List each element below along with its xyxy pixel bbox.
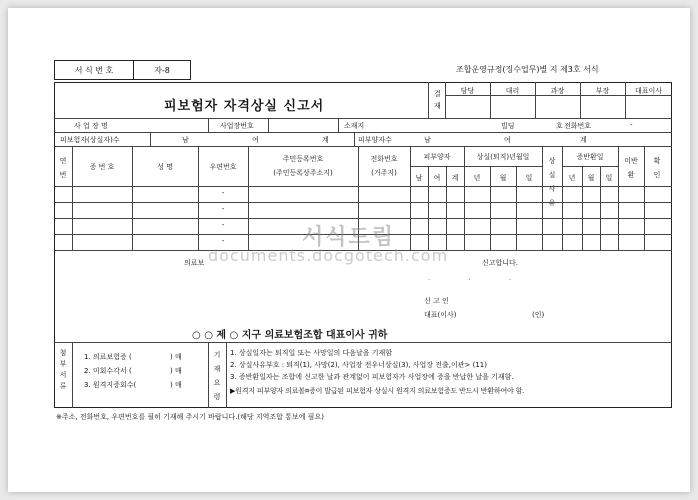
insured-count-label: 피보험자(상실자)수 xyxy=(60,136,120,144)
sub-loss-month: 월 xyxy=(499,174,507,182)
sub-refund-year: 년 xyxy=(568,174,576,182)
sub-refund-month: 월 xyxy=(587,174,595,182)
col-dependent: 피부양자 xyxy=(423,153,451,161)
col-seq: 연번 xyxy=(59,157,67,179)
attachment-unit-3: ) 매 xyxy=(170,381,182,389)
phone-dash: - xyxy=(630,121,633,129)
instruction-line-2: 2. 상실사유부호 : 퇴직(1), 사망(2), 사업장 전우너상실(3), 사업장 전출,이관> (11) xyxy=(230,361,487,369)
watermark-url: documents.docgotech.com xyxy=(208,246,449,265)
sub-dep-total: 계 xyxy=(451,174,459,182)
workplace-no-label: 사업장번호 xyxy=(220,122,254,130)
attachment-item-1: 1. 의료보험증 ( xyxy=(84,353,132,361)
zip-dash-1: - xyxy=(221,189,225,197)
dependent-male-label: 남 xyxy=(424,136,431,144)
building-label: 빌딩 xyxy=(501,122,515,130)
form-number-label: 서 식 번 호 xyxy=(74,66,114,75)
declaration-text-end: 신고합니다. xyxy=(482,259,519,267)
attachment-unit-2: ) 매 xyxy=(170,367,182,375)
watermark-title: 서식드림 xyxy=(302,225,396,250)
instruction-line-4: ▶원격지 피부양자 의료볼¤증이 발급된 피보험자 상실시 원격지 의료보험증도 반드시 반환하여야 함. xyxy=(230,387,525,395)
approval-role-ceo: 대표이사 xyxy=(634,87,663,95)
attachments-label: 첨부서류 xyxy=(59,349,67,390)
address-label: 소재지 xyxy=(344,122,365,130)
approval-role-manager: 과장 xyxy=(550,87,565,95)
recipient-line: ○ ○ 제 ○ 지구 의료보험조합 대표이사 귀하 xyxy=(192,330,388,341)
regulation-text: 조합운영규정(징수업무)별 지 제3호 서식 xyxy=(456,65,599,74)
workplace-name-label: 사 업 장 명 xyxy=(74,122,108,130)
sub-refund-day: 일 xyxy=(605,174,613,182)
attachment-item-2: 2. 미회수각서 ( xyxy=(84,367,132,375)
attachment-unit-1: ) 매 xyxy=(170,353,182,361)
col-confirm: 확인 xyxy=(653,157,661,179)
instruction-line-1: 1. 상실일자는 퇴직일 또는 사망일의 다음날을 기재함 xyxy=(230,349,393,357)
zip-dash-4: - xyxy=(221,237,225,245)
sub-loss-day: 일 xyxy=(525,174,533,182)
reporter-label: 신 고 인 xyxy=(424,297,449,305)
form-number: 자-8 xyxy=(154,66,170,75)
col-phone-sub: (거주지) xyxy=(371,169,397,177)
insured-female-label: 여 xyxy=(252,136,259,144)
insured-male-label: 남 xyxy=(182,136,189,144)
col-loss-reason: 상실사유 xyxy=(548,157,556,207)
declaration-date: . . . xyxy=(428,274,530,282)
col-resident-address: (주민등록상주소지) xyxy=(273,169,333,177)
dependent-female-label: 여 xyxy=(504,136,511,144)
footnote: ※주소, 전화번호, 우편번호를 필히 기재해 주시기 바랍니다.(해당 지역조합 통보에 필요) xyxy=(56,413,324,421)
approval-label: 결재 xyxy=(434,90,441,110)
col-cert-no: 증 번 호 xyxy=(89,163,115,171)
col-loss-date: 상실(퇴직)년월일 xyxy=(476,153,530,161)
sub-dep-female: 여 xyxy=(433,174,441,182)
col-phone: 전화번호 xyxy=(370,155,398,163)
sub-loss-year: 년 xyxy=(473,174,481,182)
table-row xyxy=(54,202,672,203)
attachment-item-3: 3. 원격지증회수( xyxy=(84,381,137,389)
seal-mark: (인) xyxy=(532,311,545,319)
instructions-label: 기재요령 xyxy=(213,351,221,401)
form-number-box xyxy=(133,60,191,80)
col-unreturned: 미반환 xyxy=(624,157,638,179)
form-number-label-box xyxy=(54,60,134,80)
dependent-total-label: 계 xyxy=(580,136,587,144)
col-refund-date: 증반환일 xyxy=(576,153,604,161)
zip-dash-3: - xyxy=(221,221,225,229)
approval-role-staff: 담당 xyxy=(460,87,475,95)
representative-label: 대표(이사) xyxy=(424,311,457,319)
phone-label: 전화번호 xyxy=(564,122,592,130)
table-row xyxy=(54,218,672,219)
col-name: 성 명 xyxy=(157,163,173,171)
unit-label: 호 xyxy=(556,122,563,130)
instruction-line-3: 3. 증반환일자는 조합에 신고한 날과 관계없이 피보험자가 사업장에 증을 반납한 날을 기재함. xyxy=(230,373,514,381)
zip-dash-2: - xyxy=(221,205,225,213)
declaration-text-start: 의료보 xyxy=(184,259,205,267)
col-zip: 우편번호 xyxy=(209,163,237,171)
approval-role-assistant: 대리 xyxy=(505,87,520,95)
col-resident-id: 주민등록번호 xyxy=(282,155,324,163)
form-title: 피보험자 자격상실 신고서 xyxy=(164,99,325,114)
dependent-count-label: 피부양자수 xyxy=(358,136,392,144)
sub-dep-male: 남 xyxy=(415,174,423,182)
approval-role-director: 부장 xyxy=(595,87,610,95)
form-sheet xyxy=(8,8,690,492)
insured-total-label: 계 xyxy=(322,136,329,144)
